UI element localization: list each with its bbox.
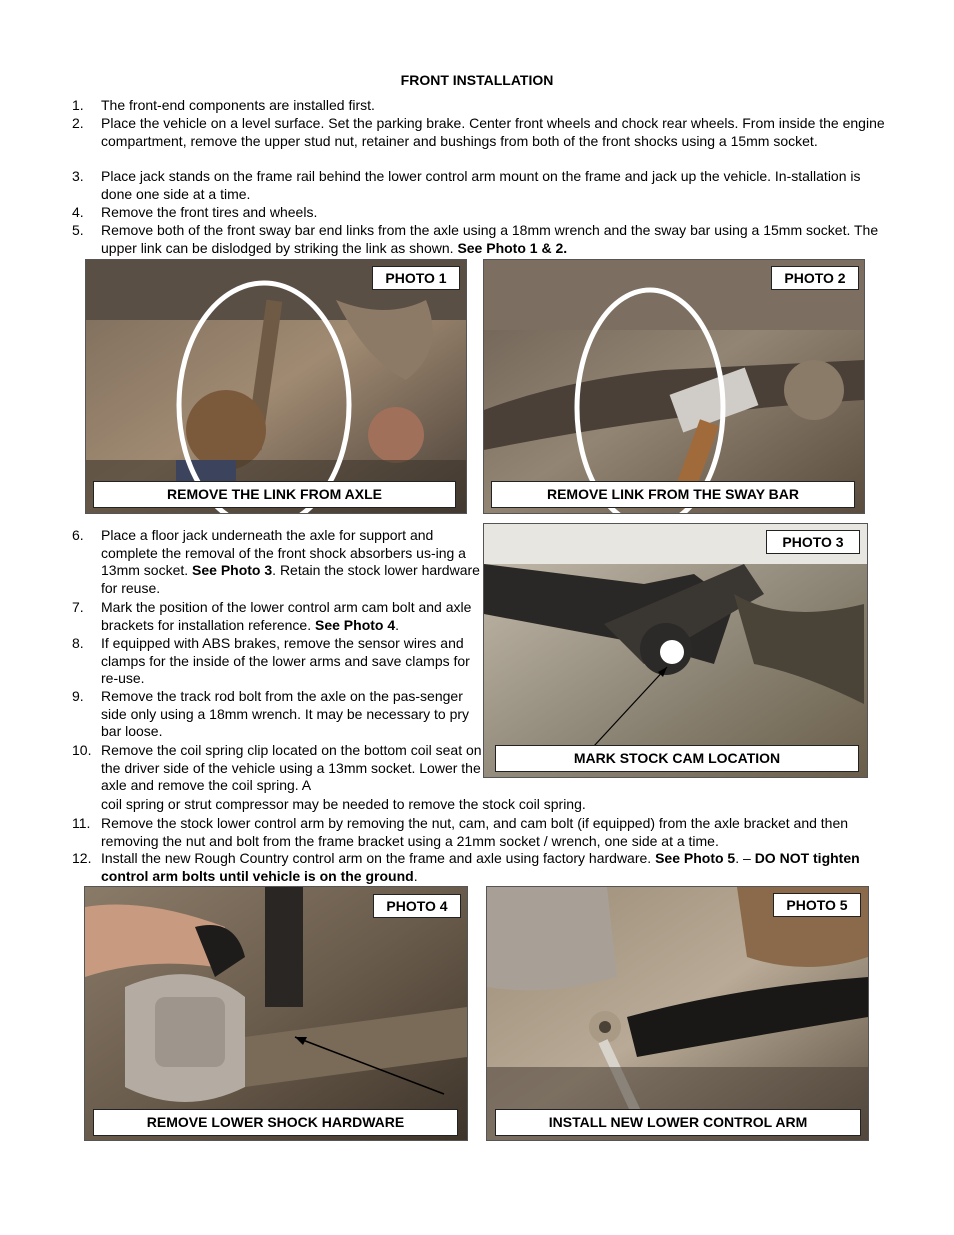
photo-label: PHOTO 4 (373, 894, 461, 918)
step-text: coil spring or strut compressor may be needed to remove the stock coil spring. (101, 796, 586, 812)
photo-2-image (484, 260, 864, 513)
step-text: Install the new Rough Country control arm on the frame and axle using factory hardware. See Photo 5. – DO NOT tighten control arm bolts until vehicle is on the ground. (101, 850, 860, 884)
step-text: Remove the front tires and wheels. (101, 204, 318, 220)
photo-3 (483, 523, 868, 778)
step-10 (72, 742, 482, 795)
step-number: 9. (72, 688, 84, 704)
step-number: 8. (72, 635, 84, 651)
step-8 (72, 635, 482, 688)
step-text: Place a floor jack underneath the axle for support and complete the removal of the front shock absorbers us-ing a 13mm socket. See Photo 3. Retain the stock lower hardware for reuse. (101, 527, 480, 596)
photo-label: PHOTO 2 (771, 266, 859, 290)
step-number: 1. (72, 97, 84, 113)
photo-5 (486, 886, 869, 1141)
step-text: Remove the stock lower control arm by removing the nut, cam, and cam bolt (if equipped) from the axle bracket and then removing the nut and bolt from the frame bracket using a 21mm socket / wrench, one side at a time. (101, 815, 849, 849)
photo-label: PHOTO 3 (766, 530, 860, 554)
step-2 (72, 115, 887, 150)
photo-5-image (487, 887, 868, 1140)
step-number: 3. (72, 168, 84, 184)
photo-4 (84, 886, 468, 1141)
photo-2 (483, 259, 865, 514)
step-1 (72, 97, 887, 115)
photo-caption: REMOVE THE LINK FROM AXLE (93, 481, 456, 508)
photo-4-image (85, 887, 467, 1140)
step-9 (72, 688, 482, 741)
step-4 (72, 204, 887, 222)
section-title: FRONT INSTALLATION (400, 72, 554, 88)
photo-caption: MARK STOCK CAM LOCATION (495, 745, 859, 772)
step-11 (72, 815, 887, 850)
step-number: 4. (72, 204, 84, 220)
step-5 (72, 222, 887, 257)
step-number: 5. (72, 222, 84, 238)
photo-caption: REMOVE LOWER SHOCK HARDWARE (93, 1109, 458, 1136)
step-text: If equipped with ABS brakes, remove the sensor wires and clamps for the inside of the lower arms and save clamps for re-use. (101, 635, 470, 687)
step-text: The front-end components are installed first. (101, 97, 375, 113)
photo-1 (85, 259, 467, 514)
photo-label: PHOTO 5 (773, 893, 861, 917)
photo-label: PHOTO 1 (372, 266, 460, 290)
photo-caption: REMOVE LINK FROM THE SWAY BAR (491, 481, 855, 508)
step-6 (72, 527, 482, 597)
step-12 (72, 850, 887, 885)
step-text: Remove both of the front sway bar end links from the axle using a 18mm wrench and the sway bar using a 15mm socket. The upper link can be dislodged by striking the link as shown. See Photo 1 & 2. (101, 222, 879, 256)
step-text: Remove the coil spring clip located on the bottom coil seat on the driver side of the vehicle using a 13mm socket. Lower the axle and remove the coil spring. A (101, 742, 482, 794)
step-text: Place the vehicle on a level surface. Set the parking brake. Center front wheels and chock rear wheels. From inside the engine compartment, remove the upper stud nut, retainer and bushings from both of the front shocks using a 15mm socket. (101, 115, 885, 149)
photo-3-image (484, 524, 867, 777)
step-7 (72, 599, 482, 634)
step-text: Remove the track rod bolt from the axle on the pas-senger side only using a 18mm wrench. It may be necessary to pry bar loose. (101, 688, 470, 740)
photo-caption: INSTALL NEW LOWER CONTROL ARM (495, 1109, 861, 1136)
step-text: Mark the position of the lower control arm cam bolt and axle brackets for installation reference. See Photo 4. (101, 599, 472, 633)
step-number: 12. (72, 850, 92, 866)
step-10-continued (72, 796, 887, 814)
step-3 (72, 168, 887, 203)
photo-1-image (86, 260, 466, 513)
step-number: 11. (72, 815, 91, 831)
step-number: 10. (72, 742, 92, 758)
step-number: 2. (72, 115, 84, 131)
step-text: Place jack stands on the frame rail behind the lower control arm mount on the frame and jack up the vehicle. In-stallation is done one side at a time. (101, 168, 861, 202)
step-number: 7. (72, 599, 84, 615)
step-number: 6. (72, 527, 84, 543)
